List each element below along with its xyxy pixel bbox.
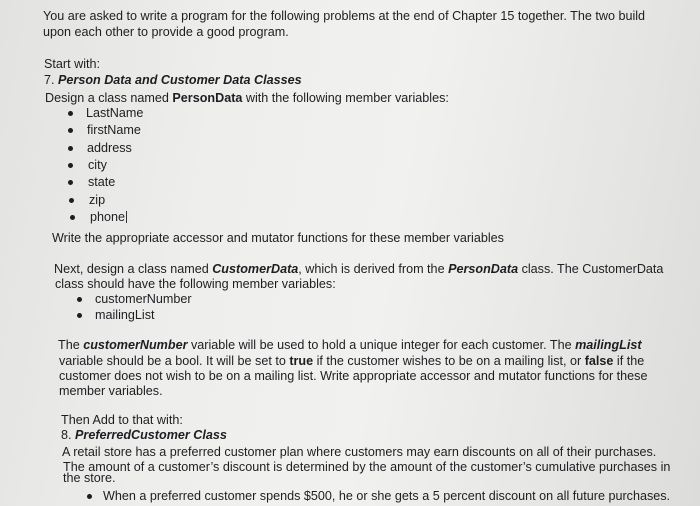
bullet: [87, 494, 92, 499]
customer-data-description-2: class should have the following member variables:: [55, 277, 336, 291]
customer-number-paragraph-2: variable should be a bool. It will be set to true if the customer wishes to be on a mailing list, or false if the: [59, 354, 645, 368]
problem-7-heading: 7. Person Data and Customer Data Classes: [44, 73, 302, 87]
then-add-label: Then Add to that with:: [61, 413, 183, 427]
preferred-paragraph-2: The amount of a customer’s discount is determined by the amount of the customer’s cumulative purchases in: [63, 460, 671, 474]
person-data-description: Design a class named PersonData with the following member variables:: [45, 91, 449, 105]
member-city: city: [88, 158, 107, 172]
accessor-instruction: Write the appropriate accessor and mutator functions for these member variables: [52, 231, 504, 245]
preferred-paragraph-3: the store.: [63, 471, 116, 485]
bullet: [77, 313, 82, 318]
customer-data-description: Next, design a class named CustomerData, which is derived from the PersonData class. The CustomerData: [54, 262, 664, 276]
preferred-paragraph-1: A retail store has a preferred customer plan where customers may earn discounts on all of their purchases.: [62, 445, 657, 459]
bullet: [68, 128, 73, 133]
member-customernumber: customerNumber: [95, 292, 192, 306]
bullet: [68, 180, 73, 185]
intro-line-2: upon each other to provide a good program.: [43, 25, 289, 39]
bullet: [68, 163, 73, 168]
customer-number-paragraph-4: member variables.: [59, 384, 163, 398]
member-state: state: [88, 175, 116, 189]
member-lastname: LastName: [86, 106, 144, 120]
bullet: [70, 215, 75, 220]
problem-8-heading: 8. PreferredCustomer Class: [61, 428, 227, 442]
customer-number-paragraph-1: The customerNumber variable will be used to hold a unique integer for each customer. The mailingList: [58, 338, 642, 352]
member-zip: zip: [89, 193, 106, 207]
bullet: [68, 146, 73, 151]
start-with-label: Start with:: [44, 57, 100, 71]
member-phone: phone: [90, 210, 126, 224]
member-firstname: firstName: [87, 123, 141, 137]
bullet: [69, 198, 74, 203]
text-cursor: [126, 211, 127, 223]
customer-number-paragraph-3: customer does not wish to be on a mailing list. Write appropriate accessor and mutator functions for these: [59, 369, 648, 383]
member-mailinglist: mailingList: [95, 308, 155, 322]
bullet: [77, 297, 82, 302]
bullet: [68, 111, 73, 116]
discount-bullet-1: When a preferred customer spends $500, he or she gets a 5 percent discount on all future purchases.: [103, 489, 671, 503]
member-address: address: [87, 141, 132, 155]
intro-line-1: You are asked to write a program for the following problems at the end of Chapter 15 together. The two build: [43, 9, 646, 23]
